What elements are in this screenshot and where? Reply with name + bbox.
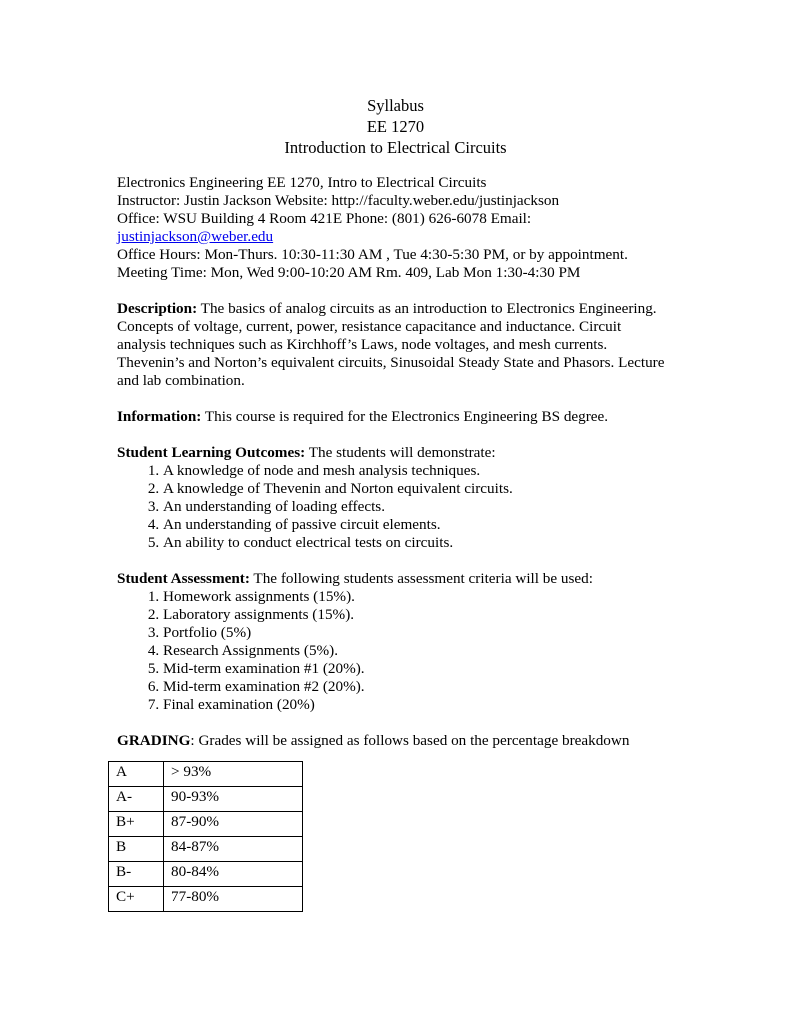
range-cell: 84-87% bbox=[164, 837, 303, 862]
list-item: 4. An understanding of passive circuit elements. bbox=[163, 516, 677, 534]
list-item: 2. Laboratory assignments (15%). bbox=[163, 606, 677, 624]
description-paragraph bbox=[117, 300, 673, 390]
range-cell: 80-84% bbox=[164, 862, 303, 887]
email-link[interactable]: justinjackson@weber.edu bbox=[117, 228, 274, 245]
list-item: 5. An ability to conduct electrical tests on circuits. bbox=[163, 534, 677, 552]
outcomes-label: Student Learning Outcomes: bbox=[117, 444, 306, 461]
information-label: Information: bbox=[117, 408, 202, 425]
syllabus-body bbox=[117, 174, 677, 750]
table-row bbox=[109, 812, 303, 837]
list-item: 3. Portfolio (5%) bbox=[163, 624, 677, 642]
list-item: 3. An understanding of loading effects. bbox=[163, 498, 677, 516]
instructor-line: Instructor: Justin Jackson Website: http://faculty.weber.edu/justinjackson bbox=[117, 192, 560, 209]
grade-cell: B- bbox=[109, 862, 164, 887]
course-code: EE 1270 bbox=[366, 117, 425, 136]
grade-cell: B+ bbox=[109, 812, 164, 837]
assessment-text: The following students assessment criteria will be used: bbox=[249, 570, 593, 587]
list-item: 1. Homework assignments (15%). bbox=[163, 588, 677, 606]
assessment-label: Student Assessment: bbox=[117, 570, 250, 587]
assessment-heading bbox=[117, 570, 677, 588]
page-title: Syllabus bbox=[367, 96, 424, 115]
office-line: Office: WSU Building 4 Room 421E Phone: (801) 626-6078 Email: bbox=[117, 210, 532, 227]
description-text: The basics of analog circuits as an introduction to Electronics Engineering. Concepts of voltage, current, power, resistance capacitance and inductance. Circuit analysis techniques such as Kirchhoff’s Laws, node voltages, and mesh currents. Thevenin’s and Norton’s equivalent circuits, Sinusoidal Steady State and Phasors. Lecture and lab combination. bbox=[117, 300, 665, 389]
grading-text: : Grades will be assigned as follows based on the percentage breakdown bbox=[190, 732, 630, 749]
table-row bbox=[109, 887, 303, 912]
office-hours-line: Office Hours: Mon-Thurs. 10:30-11:30 AM , Tue 4:30-5:30 PM, or by appointment. bbox=[117, 246, 628, 263]
list-item: 6. Mid-term examination #2 (20%). bbox=[163, 678, 677, 696]
outcomes-list bbox=[117, 462, 677, 552]
meeting-time-line: Meeting Time: Mon, Wed 9:00-10:20 AM Rm. 409, Lab Mon 1:30-4:30 PM bbox=[117, 264, 581, 281]
range-cell: 90-93% bbox=[164, 787, 303, 812]
list-item: 1. A knowledge of node and mesh analysis techniques. bbox=[163, 462, 677, 480]
title-block bbox=[0, 95, 791, 158]
grade-cell: B bbox=[109, 837, 164, 862]
table-row bbox=[109, 762, 303, 787]
grading-heading bbox=[117, 732, 677, 750]
list-item: 5. Mid-term examination #1 (20%). bbox=[163, 660, 677, 678]
table-row bbox=[109, 837, 303, 862]
table-row bbox=[109, 787, 303, 812]
course-name: Introduction to Electrical Circuits bbox=[284, 138, 507, 157]
range-cell: > 93% bbox=[164, 762, 303, 787]
range-cell: 77-80% bbox=[164, 887, 303, 912]
assessment-list bbox=[117, 588, 677, 714]
grade-cell: A- bbox=[109, 787, 164, 812]
list-item: 2. A knowledge of Thevenin and Norton equivalent circuits. bbox=[163, 480, 677, 498]
grade-cell: A bbox=[109, 762, 164, 787]
list-item: 7. Final examination (20%) bbox=[163, 696, 677, 714]
range-cell: 87-90% bbox=[164, 812, 303, 837]
course-line: Electronics Engineering EE 1270, Intro to Electrical Circuits bbox=[117, 174, 487, 191]
grading-label: GRADING bbox=[117, 732, 191, 749]
information-text: This course is required for the Electronics Engineering BS degree. bbox=[201, 408, 609, 425]
table-row bbox=[109, 862, 303, 887]
grade-cell: C+ bbox=[109, 887, 164, 912]
grading-table bbox=[108, 761, 303, 912]
list-item: 4. Research Assignments (5%). bbox=[163, 642, 677, 660]
information-paragraph bbox=[117, 408, 677, 426]
description-label: Description: bbox=[117, 300, 198, 317]
outcomes-heading bbox=[117, 444, 677, 462]
outcomes-text: The students will demonstrate: bbox=[305, 444, 496, 461]
